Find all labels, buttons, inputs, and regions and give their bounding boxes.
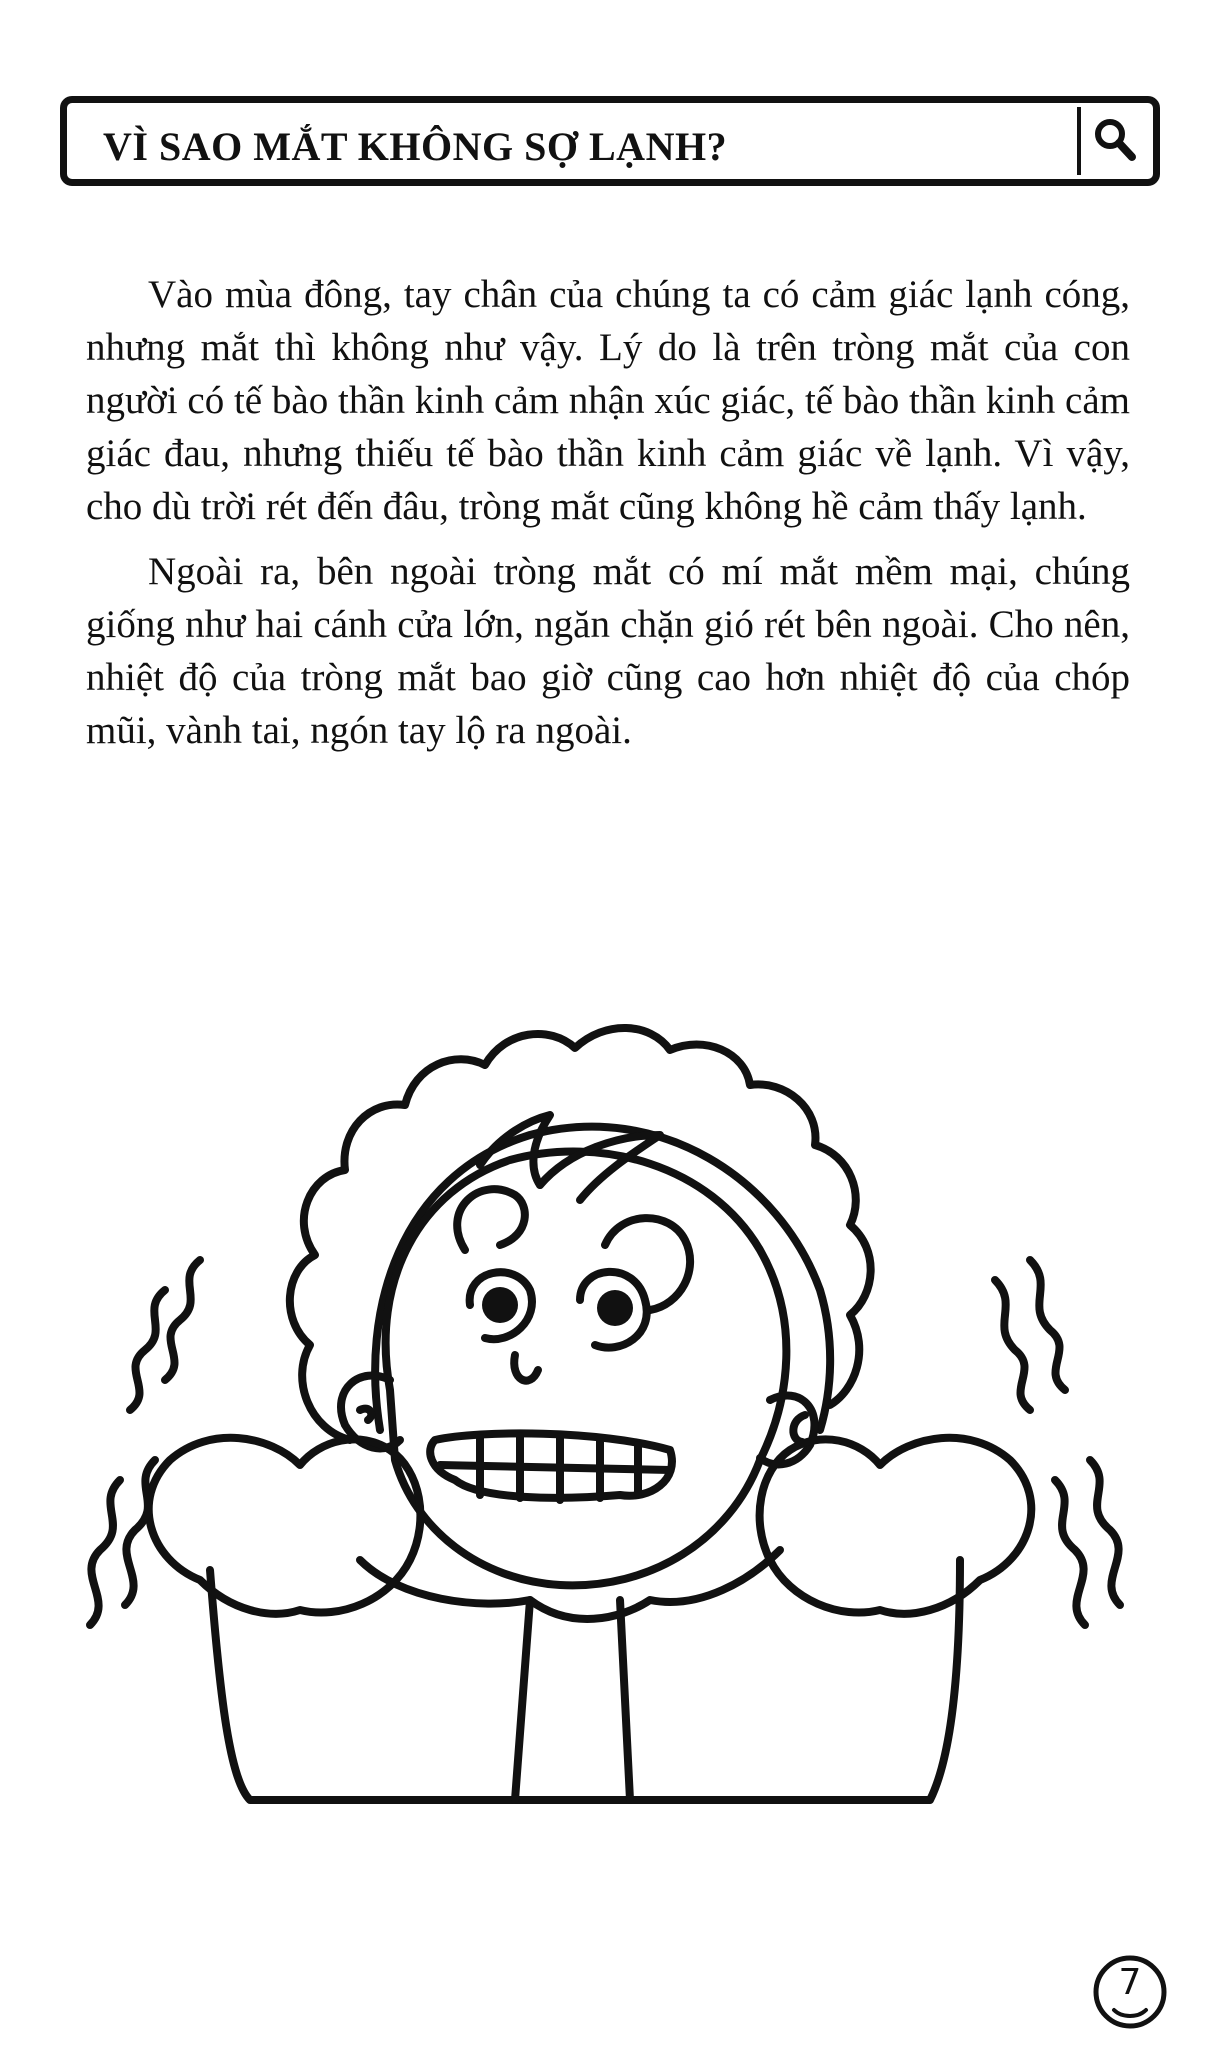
paragraph-1: Vào mùa đông, tay chân của chúng ta có cảm giác lạnh cóng, nhưng mắt thì không như vậy. Lý do là trên tròng mắt của con người có tế bào thần kinh cảm nhận xúc giác, tế bào thần kinh cảm giác đau, nhưng thiếu tế bào thần kinh cảm giác về lạnh. Vì vậy, cho dù trời rét đến đâu, tròng mắt cũng không hề cảm thấy lạnh. [86, 273, 1130, 528]
paragraph-2: Ngoài ra, bên ngoài tròng mắt có mí mắt mềm mại, chúng giống như hai cánh cửa lớn, ngăn chặn gió rét bên ngoài. Cho nên, nhiệt độ của tròng mắt bao giờ cũng cao hơn nhiệt độ của chóp mũi, vành tai, ngón tay lộ ra ngoài. [86, 550, 1130, 752]
search-icon [1091, 115, 1139, 165]
face [386, 1151, 787, 1585]
page-title: VÌ SAO MẮT KHÔNG SỢ LẠNH? [103, 124, 728, 169]
article-body [86, 268, 1130, 769]
cold-boy-illustration [60, 960, 1140, 1810]
title-bar [60, 96, 1160, 186]
coat [210, 1560, 960, 1800]
search-button[interactable] [1077, 107, 1149, 175]
left-mitten [149, 1438, 421, 1614]
page-number: 7 [1118, 1962, 1142, 2003]
page-number-badge [1090, 1952, 1170, 2032]
right-mitten [760, 1438, 1032, 1614]
